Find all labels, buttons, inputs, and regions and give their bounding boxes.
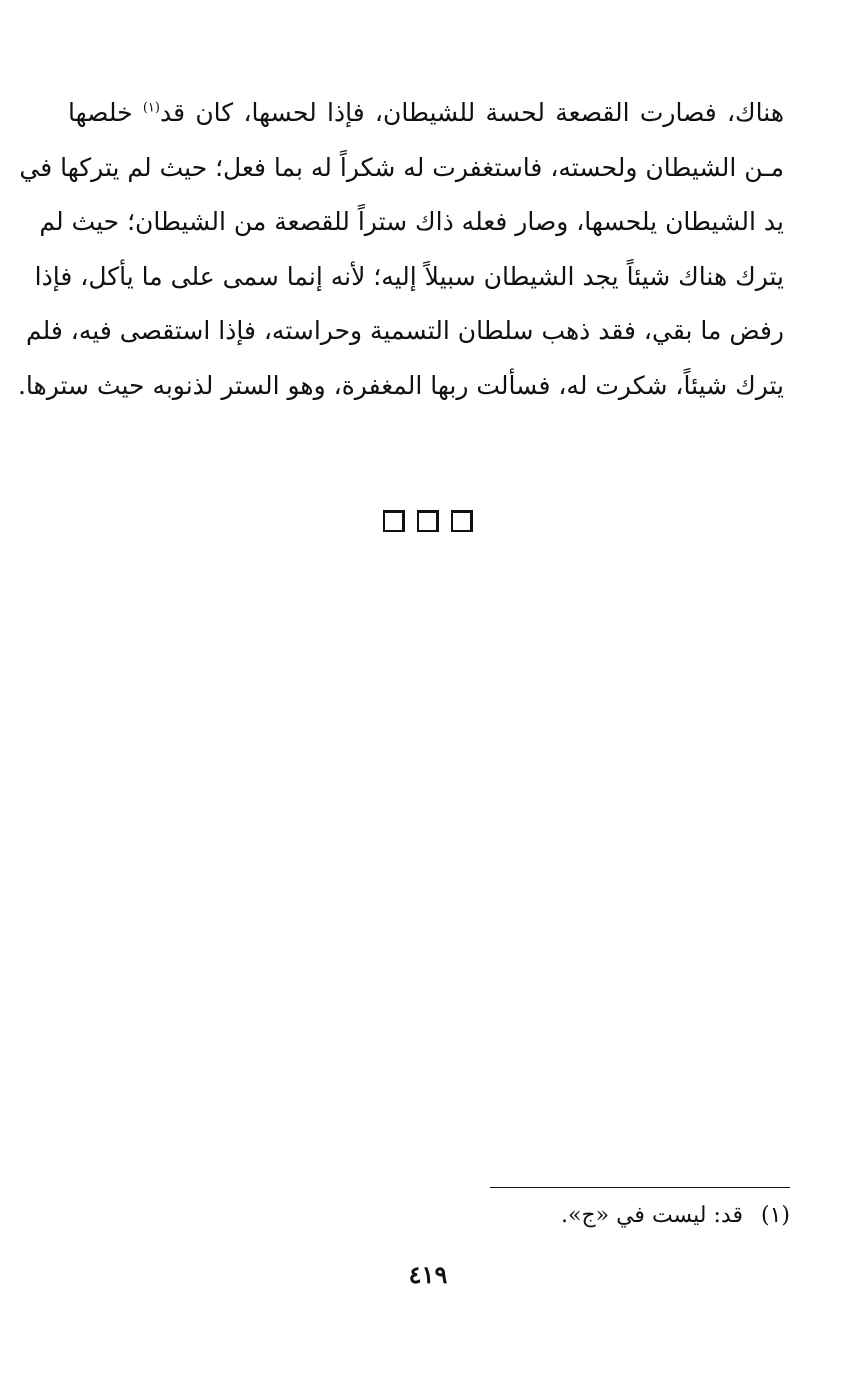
separator-square-icon bbox=[383, 510, 405, 532]
text-line-1-main: هناك، فصارت القصعة لحسة للشيطان، فإذا لحسها، كان قد bbox=[159, 98, 784, 127]
footnote-divider bbox=[490, 1187, 790, 1188]
footnote-text: قد: ليست في «ج». bbox=[560, 1203, 743, 1228]
footnote bbox=[561, 1198, 790, 1234]
body-paragraph bbox=[17, 86, 784, 413]
footnote-reference: (١) bbox=[142, 100, 160, 116]
footnote-number: (١) bbox=[760, 1203, 790, 1228]
text-line-1 bbox=[68, 86, 784, 141]
page-number: ٤١٩ bbox=[408, 1260, 448, 1289]
text-line-6: يترك شيئاً، شكرت له، فسألت ربها المغفرة، وهو الستر لذنوبه حيث سترها. bbox=[17, 370, 784, 400]
separator-square-icon bbox=[417, 510, 439, 532]
text-line-5: رفض ما بقي، فقد ذهب سلطان التسمية وحراسته، فإذا استقصى فيه، فلم bbox=[26, 316, 784, 345]
section-separator bbox=[0, 510, 856, 540]
text-line-4: يترك هناك شيئاً يجد الشيطان سبيلاً إليه؛ لأنه إنما سمى على ما يأكل، فإذا bbox=[34, 261, 784, 291]
text-line-3: يد الشيطان يلحسها، وصار فعله ذاك ستراً للقصعة من الشيطان؛ حيث لم bbox=[39, 207, 784, 236]
text-line-2: مـن الشيطان ولحسته، فاستغفرت له شكراً له بما فعل؛ حيث لم يتركها في bbox=[19, 152, 784, 182]
text-line-1-tail: خلصها bbox=[68, 98, 143, 127]
separator-square-icon bbox=[451, 510, 473, 532]
